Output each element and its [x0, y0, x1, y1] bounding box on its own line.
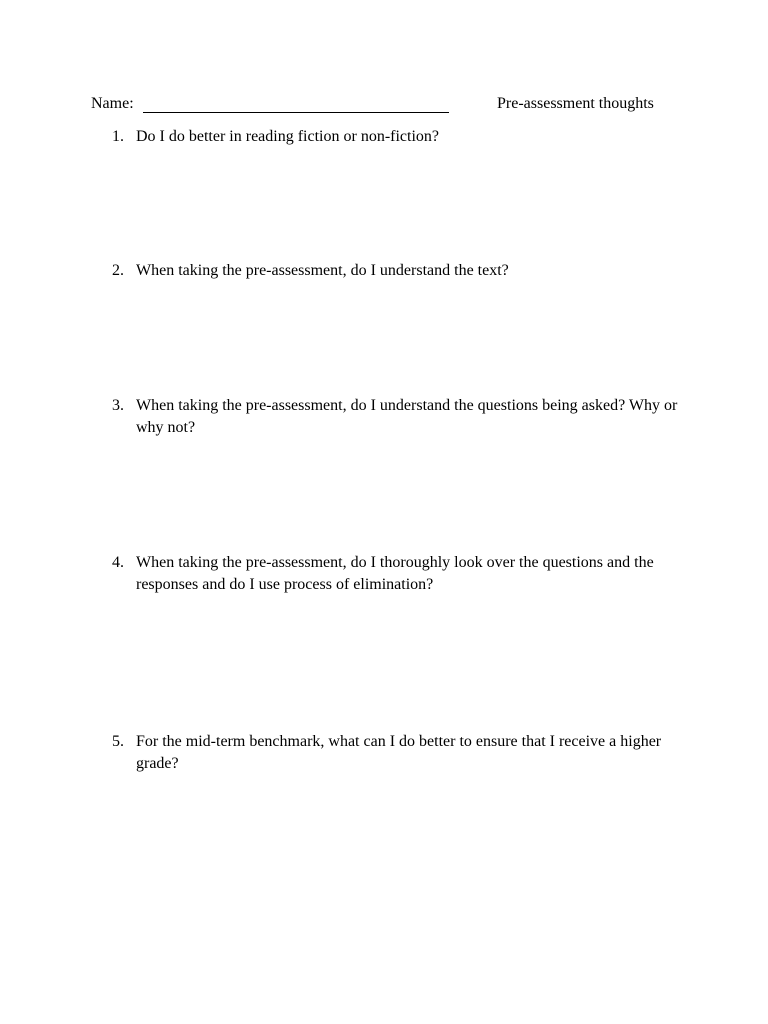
question-number: 4. [112, 554, 124, 571]
question-number: 1. [112, 128, 124, 145]
question-text: When taking the pre-assessment, do I thoroughly look over the questions and the responses and do I use process of elimination? [136, 554, 654, 593]
name-label: Name: [91, 95, 134, 112]
question-text: When taking the pre-assessment, do I understand the text? [136, 262, 509, 279]
worksheet-header [91, 93, 681, 115]
question-text: When taking the pre-assessment, do I understand the questions being asked? Why or why not? [136, 397, 678, 436]
question-number: 5. [112, 733, 124, 750]
question-text: For the mid-term benchmark, what can I do better to ensure that I receive a higher grade? [136, 733, 662, 772]
worksheet-title: Pre-assessment thoughts [497, 95, 654, 112]
name-blank-line [143, 112, 449, 113]
question-number: 2. [112, 262, 124, 279]
question-text: Do I do better in reading fiction or non-fiction? [136, 128, 440, 145]
question-number: 3. [112, 397, 124, 414]
